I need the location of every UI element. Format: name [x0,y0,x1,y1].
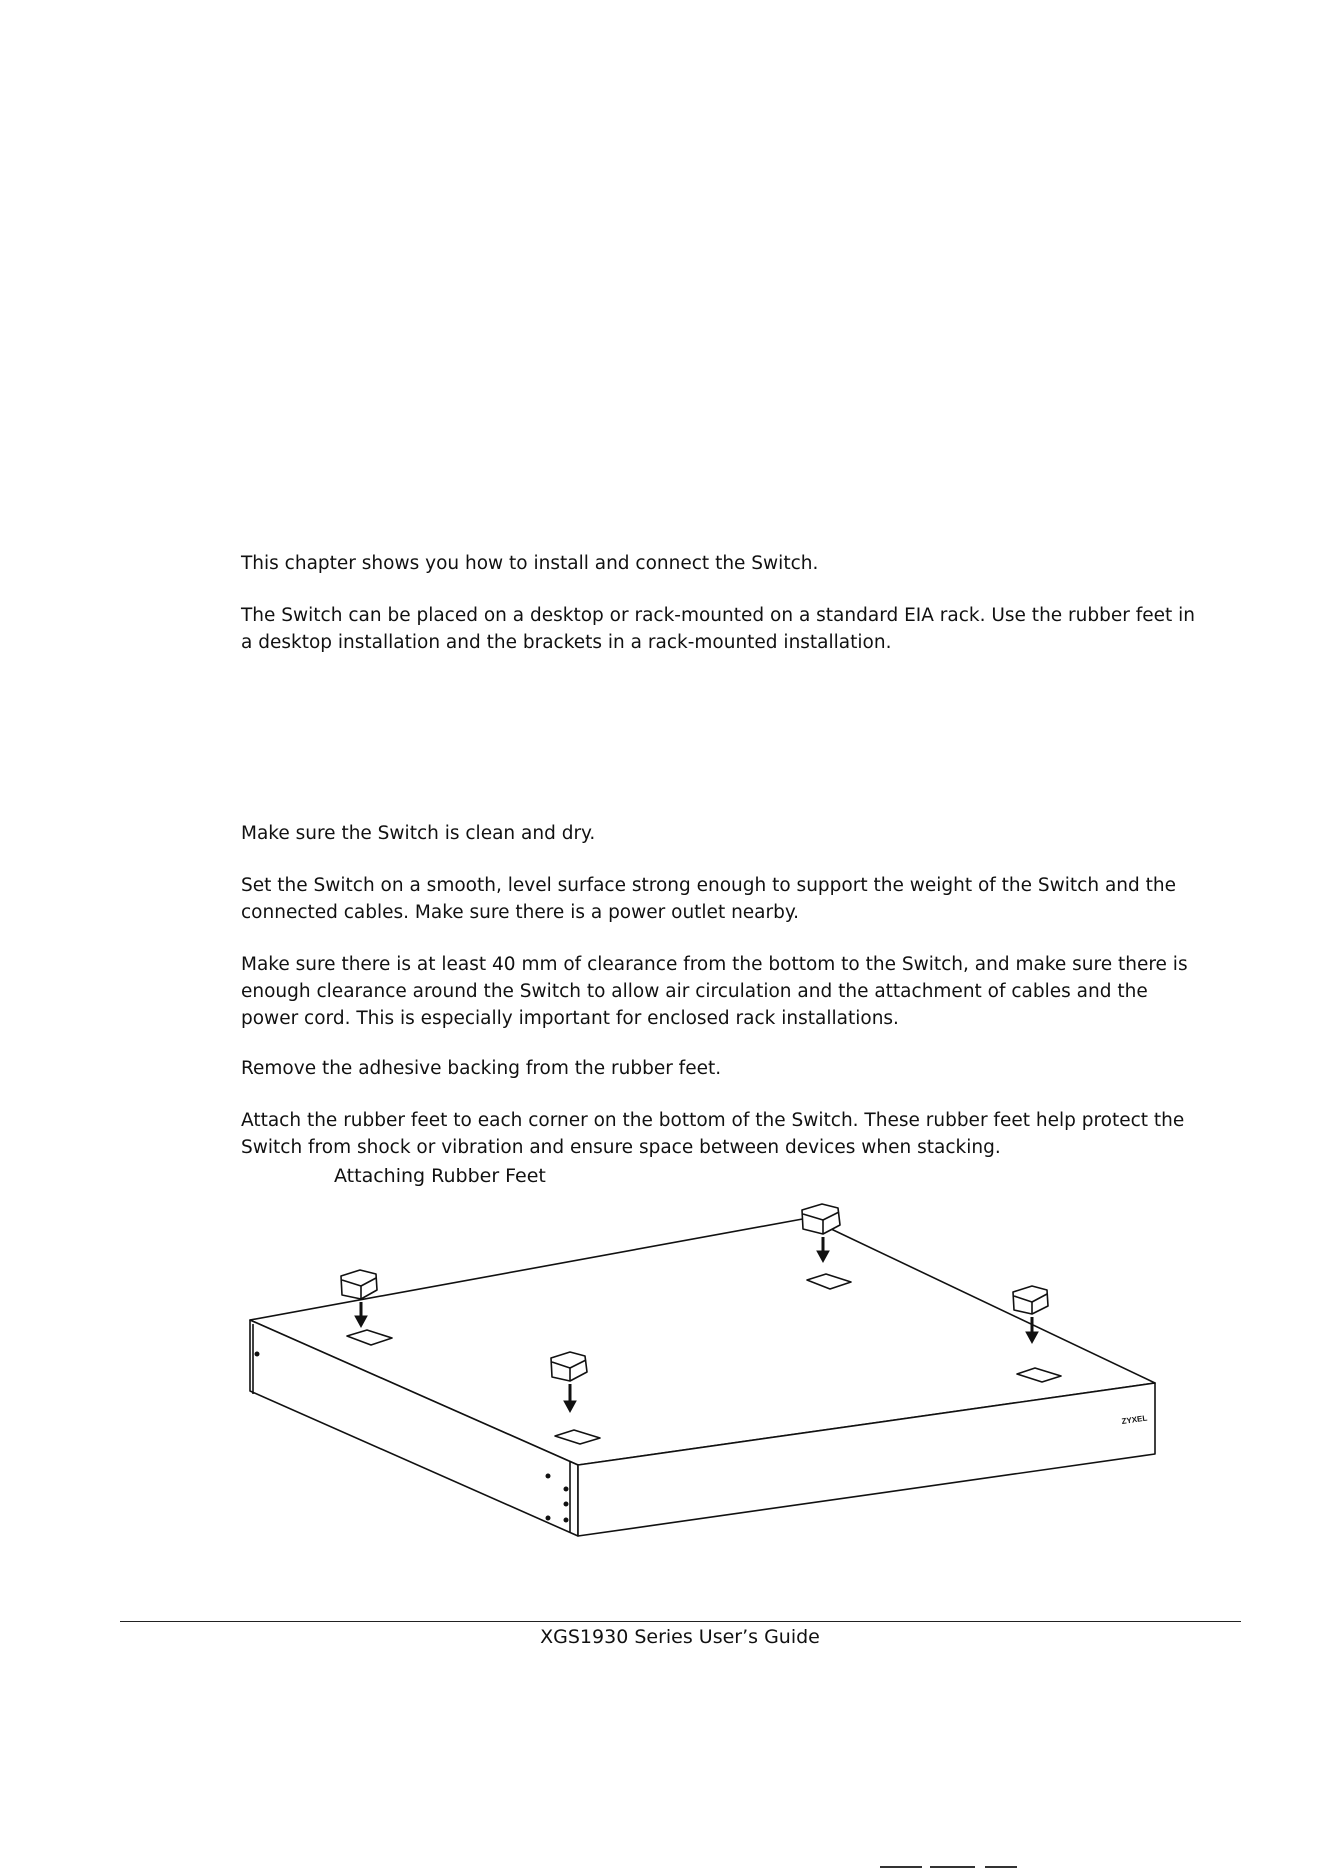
step-level-surface: Set the Switch on a smooth, level surface strong enough to support the weight of the Switch and the connected cables. Make sure there is a power outlet nearby. [241,875,1177,923]
rubber-foot [341,1270,377,1299]
rubber-foot [1013,1286,1048,1314]
rubber-feet-illustration [240,1196,1170,1556]
scan-mark [930,1866,975,1868]
intro-paragraph: This chapter shows you how to install and connect the Switch. [241,553,819,574]
step-clean-dry: Make sure the Switch is clean and dry. [241,823,596,844]
figure-caption: Attaching Rubber Feet [334,1165,546,1187]
scan-mark [880,1866,922,1868]
brand-label: ZYXEL [1121,1413,1148,1426]
footer-rule [120,1621,1241,1622]
step-clearance: Make sure there is at least 40 mm of clearance from the bottom to the Switch, and make sure there is enough clearance around the Switch to allow air circulation and the attachment of cables and the power cord. This is especially important for enclosed rack installations. [241,954,1188,1029]
step-remove-backing: Remove the adhesive backing from the rubber feet. [241,1058,722,1079]
rubber-foot [802,1204,840,1234]
placement-paragraph: The Switch can be placed on a desktop or rack-mounted on a standard EIA rack. Use the rubber feet in a desktop installation and the brackets in a rack-mounted installation. [241,605,1196,653]
footer-title: XGS1930 Series User’s Guide [540,1626,820,1648]
scan-mark [985,1866,1017,1868]
step-attach-feet: Attach the rubber feet to each corner on the bottom of the Switch. These rubber feet help protect the Switch from shock or vibration and ensure space between devices when stacking. [241,1110,1185,1158]
